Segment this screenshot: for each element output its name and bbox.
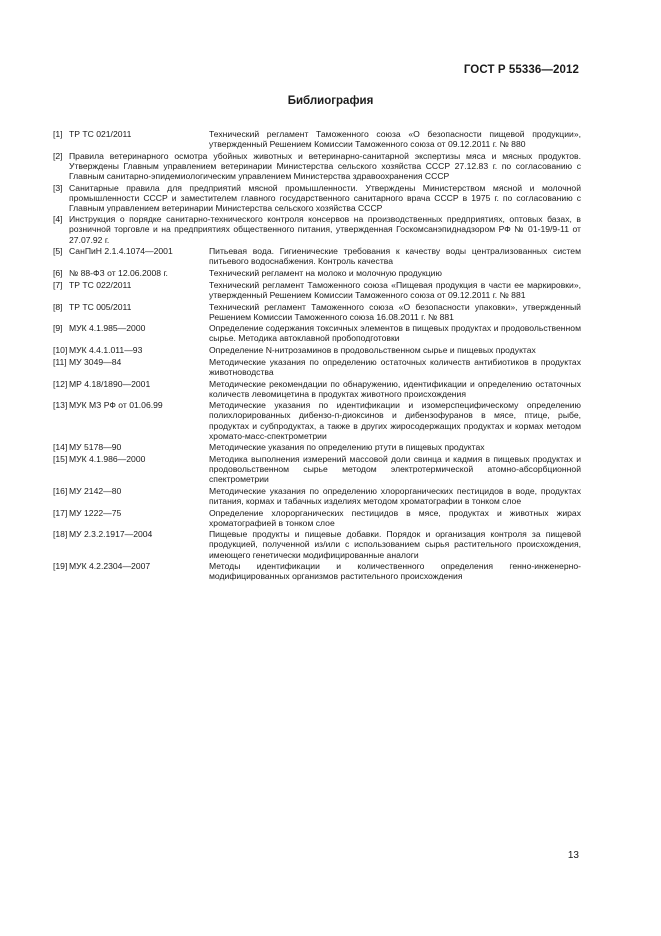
bibliography-entry-13 [53, 400, 581, 440]
entry-description: Определение N-нитрозаминов в продовольственном сырье и пищевых продуктах [209, 345, 536, 356]
entry-number: [9] [53, 323, 63, 334]
entry-code: МУК 4.4.1.011—93 [69, 345, 143, 356]
entry-code: МУК МЗ РФ от 01.06.99 [69, 400, 163, 411]
entry-number: [7] [53, 279, 63, 290]
bibliography-entry-10 [53, 345, 581, 355]
bibliography-entry-19 [53, 561, 581, 581]
entry-description: Санитарные правила для предприятий мясной промышленности. Утверждены Министерством мясной и молочной промышленности СССР и заместителем главного государственного санитарного врача СССР в 1975 г. по согласованию с Главным управлением ветеринарии Министерства сельского хозяйства СССР [69, 182, 581, 213]
entry-description: Технический регламент на молоко и молочную продукцию [209, 268, 442, 279]
entry-code: МУК 4.1.985—2000 [69, 323, 146, 334]
entry-description: Методические указания по определению ртути в пищевых продуктах [209, 442, 485, 453]
entry-code: МУК 4.1.986—2000 [69, 454, 146, 465]
entry-code: МР 4.18/1890—2001 [69, 378, 151, 389]
entry-number: [19] [53, 561, 68, 572]
entry-description: Инструкция о порядке санитарно-технического контроля консервов на производственных предприятиях, оптовых базах, в розничной торговле и на предприятиях общественного питания, утвержденная Госкомсанэпиднадзором РФ № 01-19/9-11 от 27.07.92 г. [69, 214, 581, 245]
bibliography-entry-16 [53, 486, 581, 506]
entry-number: [11] [53, 356, 67, 367]
page-number: 13 [567, 850, 579, 861]
bibliography-entry-12 [53, 379, 581, 399]
entry-number: [18] [53, 529, 68, 540]
entry-description: Методы идентификации и количественного определения генно-инженерно-модифицированных организмов растительного происхождения [209, 561, 581, 582]
bibliography-entry-18 [53, 529, 581, 559]
entry-number: [16] [53, 485, 68, 496]
entry-number: [10] [53, 345, 68, 356]
bibliography-entry-15 [53, 454, 581, 484]
bibliography-entry-8 [53, 302, 581, 322]
entry-description: Определение содержания токсичных элементов в пищевых продуктах и продовольственном сырье. Методика автоклавной пробоподготовки [209, 323, 581, 344]
entry-number: [15] [53, 454, 68, 465]
bibliography-entry-6 [53, 268, 581, 278]
bibliography-entry-14 [53, 442, 581, 452]
entry-code: ТР ТС 022/2011 [69, 279, 132, 290]
bibliography-entry-9 [53, 323, 581, 343]
entry-description: Методические указания по определению хлорорганических пестицидов в воде, продуктах питания, кормах и табачных изделиях методом хроматографии в тонком слое [209, 485, 581, 506]
entry-number: [8] [53, 301, 63, 312]
entry-number: [3] [53, 182, 63, 193]
bibliography-entry-7 [53, 280, 581, 300]
entry-description: Правила ветеринарного осмотра убойных животных и ветеринарно-санитарной экспертизы мяса и мясных продуктов. Утверждены Главным управлением ветеринарии Министерства сельского хозяйства СССР 27.12.83 г. по согласованию с Главным санитарно-эпидемиологическим управлением Министерства здравоохранения СССР [69, 150, 581, 181]
entry-description: Технический регламент Таможенного союза «О безопасности упаковки», утвержденный Решением Комиссии Таможенного союза 16.08.2011 г. № 881 [209, 301, 581, 322]
bibliography-entry-5 [53, 246, 581, 266]
entry-description: Технический регламент Таможенного союза «Пищевая продукция в части ее маркировки», утвержденный Решением Комиссии Таможенного союза от 09.12.2011 г. № 881 [209, 279, 581, 300]
bibliography-list [53, 129, 581, 583]
entry-code: ТР ТС 021/2011 [69, 129, 132, 139]
entry-description: Методика выполнения измерений массовой доли свинца и кадмия в пищевых продуктах и продовольственном сырье методом электротермической атомно-абсорбционной спектрометрии [209, 454, 581, 485]
bibliography-entry-4 [53, 214, 581, 244]
entry-description: Методические рекомендации по обнаружению, идентификации и определению остаточных количеств левомицетина в продуктах животного происхождения [209, 378, 581, 399]
entry-number: [12] [53, 378, 68, 389]
entry-number: [4] [53, 214, 63, 225]
bibliography-entry-3 [53, 183, 581, 213]
entry-code: МУ 1222—75 [69, 507, 122, 518]
bibliography-entry-1 [53, 129, 581, 149]
bibliography-entry-11 [53, 357, 581, 377]
entry-number: [13] [53, 400, 68, 411]
entry-code: ТР ТС 005/2011 [69, 301, 132, 312]
entry-code: МУ 3049—84 [69, 356, 122, 367]
entry-code: № 88-ФЗ от 12.06.2008 г. [69, 268, 168, 279]
entry-description: Технический регламент Таможенного союза «О безопасности пищевой продукции», утвержденный Решением Комиссии Таможенного союза от 09.12.2011 г. № 880 [209, 129, 581, 150]
entry-code: МУ 2.3.2.1917—2004 [69, 529, 153, 540]
entry-code: СанПиН 2.1.4.1074—2001 [69, 246, 173, 257]
entry-description: Питьевая вода. Гигиенические требования к качеству воды централизованных систем питьевого водоснабжения. Контроль качества [209, 246, 581, 267]
bibliography-title: Библиография [287, 95, 374, 107]
entry-description: Пищевые продукты и пищевые добавки. Порядок и организация контроля за пищевой продукцией, полученной из/или с использованием сырья растительного происхождения, имеющего генетически модифицированные аналоги [209, 529, 581, 560]
entry-number: [14] [53, 442, 68, 453]
entry-description: Методические указания по определению остаточных количеств антибиотиков в продуктах животноводства [209, 356, 581, 377]
entry-description: Определение хлорорганических пестицидов в мясе, продуктах и животных жирах хроматографией в тонком слое [209, 507, 581, 528]
bibliography-entry-2 [53, 151, 581, 181]
entry-number: [5] [53, 246, 63, 257]
entry-number: [6] [53, 268, 63, 279]
document-standard-header: ГОСТ Р 55336—2012 [463, 64, 579, 76]
entry-code: МУ 5178—90 [69, 442, 122, 453]
entry-number: [1] [53, 129, 63, 139]
entry-number: [2] [53, 150, 63, 161]
entry-number: [17] [53, 507, 68, 518]
bibliography-entry-17 [53, 508, 581, 528]
entry-code: МУ 2142—80 [69, 485, 122, 496]
entry-code: МУК 4.2.2304—2007 [69, 561, 151, 572]
entry-description: Методические указания по идентификации и изомерспецифическому определению полихлорированных дибензо-п-диоксинов и дибензофуранов в мясе, птице, рыбе, продуктах и субпродуктах, а также в других жиросодержащих продуктах и кормах методом хромато-масс-спектрометрии [209, 400, 581, 441]
